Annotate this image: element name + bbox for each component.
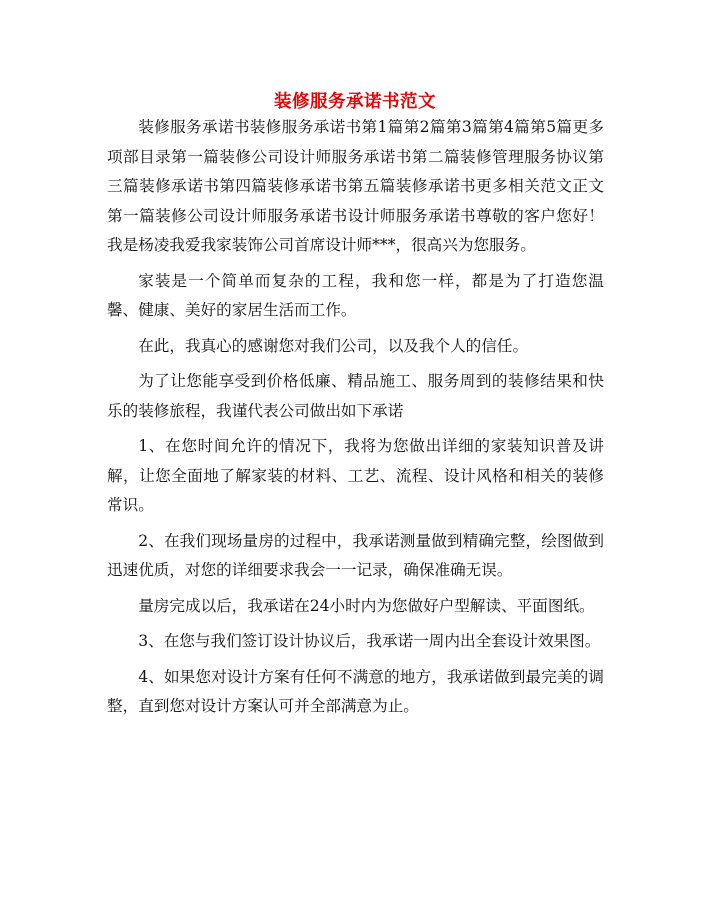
paragraph-thanks: 在此，我真心的感谢您对我们公司，以及我个人的信任。: [138, 336, 529, 355]
document-body: [107, 113, 604, 728]
paragraph-promise-1: 1、在您时间允许的情况下，我将为您做出详细的家装知识普及讲解，让您全面地了解家装的材料、工艺、流程、设计风格和相关的装修常识。: [107, 437, 604, 514]
paragraph-promise-3: 3、在您与我们签订设计协议后，我承诺一周内出全套设计效果图。: [138, 632, 601, 650]
paragraph-promise-4: 4、如果您对设计方案有任何不满意的地方，我承诺做到最完美的调整，直到您对设计方案认可并全部满意为止。: [107, 667, 604, 715]
paragraph-measurement: 量房完成以后，我承诺在24小时内为您做好户型解读、平面图纸。: [138, 596, 595, 615]
paragraph-promise-2: 2、在我们现场量房的过程中，我承诺测量做到精确完整，绘图做到迅速优质，对您的详细要求我会一一记录，确保准确无误。: [107, 531, 604, 579]
paragraph-home-decoration: 家装是一个简单而复杂的工程，我和您一样，都是为了打造您温馨、健康、美好的家居生活而工作。: [107, 271, 604, 319]
document-title: 装修服务承诺书范文: [274, 92, 436, 112]
paragraph-commitment-intro: 为了让您能享受到价格低廉、精品施工、服务周到的装修结果和快乐的装修旅程，我谨代表公司做出如下承诺: [107, 372, 604, 420]
paragraph-intro: 装修服务承诺书装修服务承诺书第1篇第2篇第3篇第4篇第5篇更多项部目录第一篇装修公司设计师服务承诺书第二篇装修管理服务协议第三篇装修承诺书第四篇装修承诺书第五篇装修承诺书更多相关范文正文第一篇装修公司设计师服务承诺书设计师服务承诺书尊敬的客户您好！我是杨凌我爱我家装饰公司首席设计师***，很高兴为您服务。: [107, 118, 604, 254]
